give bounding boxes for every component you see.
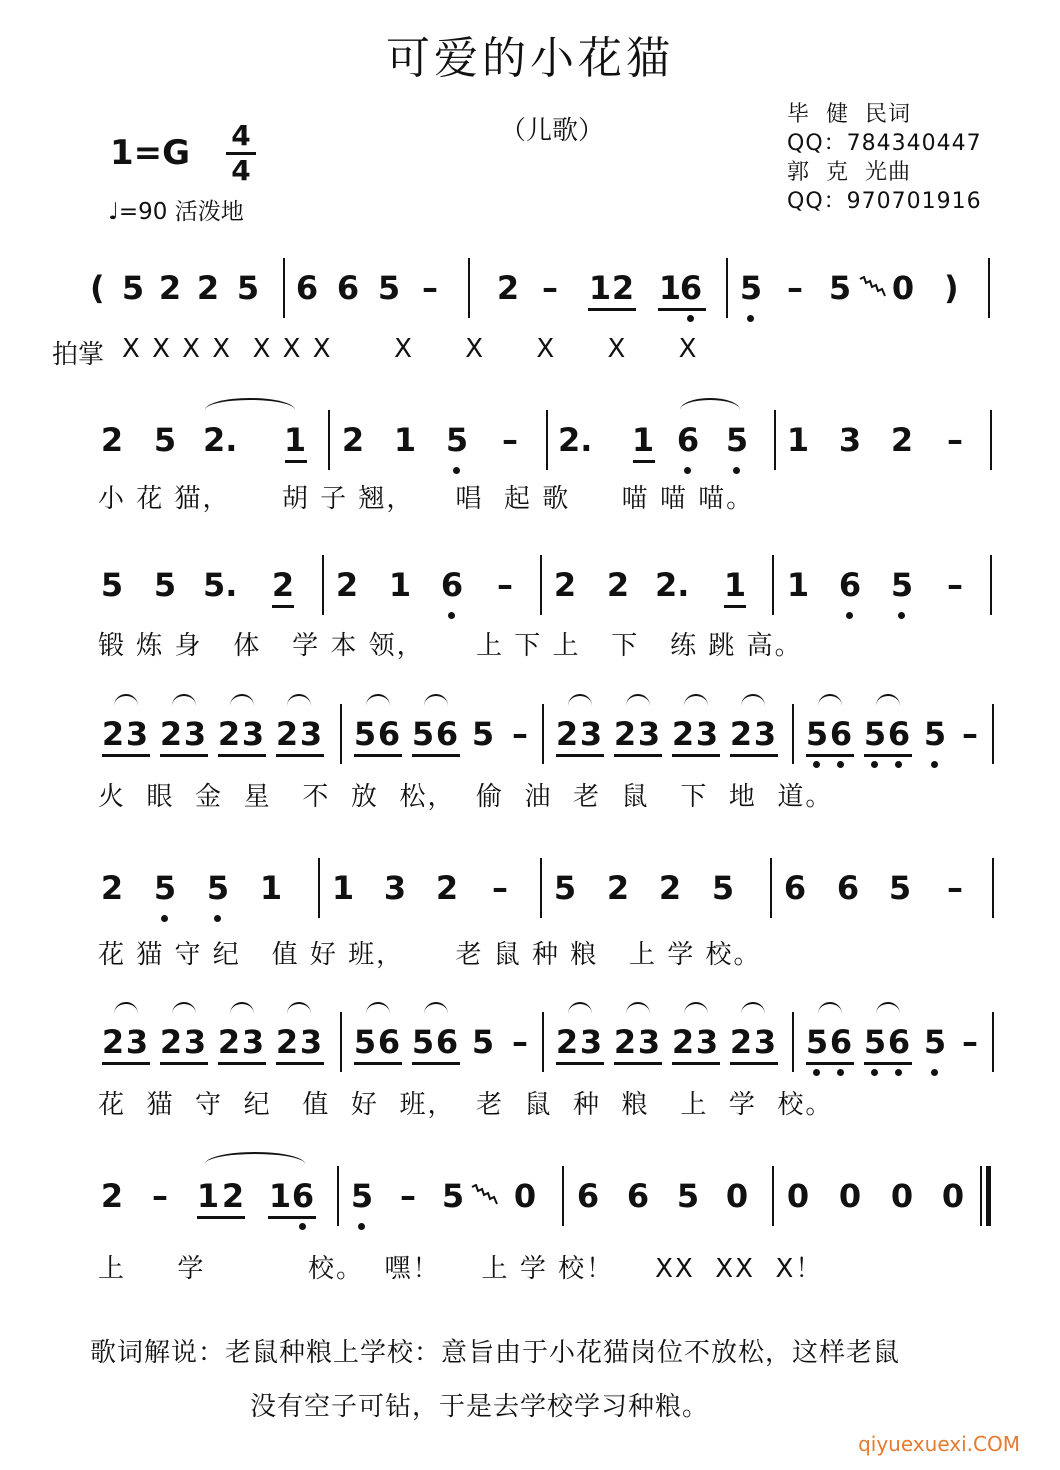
note: 1 [658,269,682,307]
slur [424,694,448,706]
note: 2 [555,1023,579,1061]
lyricist: 毕 健 民词 [787,102,911,127]
explanation-line-1: 歌词解说：老鼠种粮上学校：意旨由于小花猫岗位不放松，这样老鼠 [90,1338,901,1368]
note: 1 [393,421,417,459]
note: 3 [299,715,323,753]
underline [864,1062,912,1065]
slur [876,694,900,706]
note: 3 [383,869,407,907]
octave-dot [684,467,691,474]
note: 2 [606,566,630,604]
slur [230,1002,254,1014]
note: 1 [259,869,283,907]
barline [562,1166,564,1226]
note: 0 [725,1177,749,1215]
note: 2 [890,421,914,459]
slur [568,694,592,706]
barline [988,258,990,318]
note: 5 [100,566,124,604]
note: 1 [786,421,810,459]
barline [322,555,324,615]
note: 5 [553,869,577,907]
dash: – [502,421,518,459]
note: 6 [783,869,807,907]
underline [160,754,208,757]
note: 5 [121,269,145,307]
close-paren: ) [944,269,959,307]
song-title: 可爱的小花猫 [386,33,674,84]
octave-dot [895,1069,902,1076]
note: 2 [275,1023,299,1061]
note: 6 [435,715,459,753]
site-watermark: qiyuexuexi.COM [858,1432,1020,1456]
barline [318,858,320,918]
underline [806,1062,854,1065]
glissando-mark [470,1184,500,1206]
dash: – [492,869,508,907]
note: 0 [891,269,915,307]
underline [730,1062,778,1065]
slur [287,1002,311,1014]
slur [684,694,708,706]
octave-dot [898,612,905,619]
slur [366,1002,390,1014]
barline [992,1012,994,1072]
note: 2 [159,715,183,753]
note: 1 [283,421,307,459]
time-sig-bottom: 4 [231,154,251,187]
barline [992,704,994,764]
key-signature: 1=G [110,133,191,173]
note: 2 [606,869,630,907]
note: 2. [558,421,593,459]
underline [272,605,294,608]
note: 2 [196,269,220,307]
underline [614,1062,662,1065]
underline [658,308,706,311]
octave-dot [161,915,168,922]
note: 5 [153,566,177,604]
slur [287,694,311,706]
note: 3 [299,1023,323,1061]
underline [160,1062,208,1065]
note: 6 [838,566,862,604]
note: 6 [887,1023,911,1061]
slur [205,1152,305,1164]
dash: – [422,269,438,307]
note: 0 [838,1177,862,1215]
note: 1 [388,566,412,604]
note: 6 [887,715,911,753]
note: 2 [671,715,695,753]
note: 2. [203,421,238,459]
note: 5 [445,421,469,459]
dash: – [947,869,963,907]
octave-dot [747,315,754,322]
clap-marks: X X X X X X X X X X X X [122,334,699,364]
slur [568,1002,592,1014]
composer: 郭 克 光曲 [787,160,911,185]
barline [468,258,470,318]
underline [218,1062,266,1065]
note: 1 [196,1177,220,1215]
explanation-line-2: 没有空子可钻，于是去学校学习种粮。 [250,1392,710,1422]
note: 3 [695,715,719,753]
slur [684,1002,708,1014]
dash: – [962,1023,978,1061]
open-paren: ( [90,269,105,307]
note: 5 [725,421,749,459]
note: 3 [125,715,149,753]
note: 6 [679,269,703,307]
note: 1 [588,269,612,307]
note: 6 [836,869,860,907]
note: 5 [863,715,887,753]
barline [792,704,794,764]
note: 5 [676,1177,700,1215]
lyric-line: 花 猫 守 纪 值 好 班， 老 鼠 种 粮 上 学 校。 [98,940,762,970]
composer-qq: QQ：970701916 [787,189,982,214]
slur [172,694,196,706]
dash: – [947,566,963,604]
tempo-marking: ♩=90 活泼地 [108,199,244,225]
barline [337,1166,339,1226]
note: 5 [441,1177,465,1215]
underline [197,1216,245,1219]
note: 5 [353,1023,377,1061]
note: 1 [331,869,355,907]
octave-dot [448,612,455,619]
note: 5 [411,715,435,753]
dash: – [497,566,513,604]
octave-dot [733,467,740,474]
slur [114,694,138,706]
note: 2 [101,715,125,753]
note: 2. [655,566,690,604]
underline [614,754,662,757]
note: 3 [125,1023,149,1061]
note: 5 [828,269,852,307]
barline [990,410,992,470]
note: 6 [676,421,700,459]
note: 2 [496,269,520,307]
note: 6 [435,1023,459,1061]
note: 2 [729,1023,753,1061]
dash: – [787,269,803,307]
note: 2 [613,1023,637,1061]
note: 2 [335,566,359,604]
octave-dot [813,1069,820,1076]
note: 3 [579,1023,603,1061]
lyric-line: 火 眼 金 星 不 放 松， 偷 油 老 鼠 下 地 道。 [98,782,834,812]
underline [633,460,655,463]
note: 5 [236,269,260,307]
note: 0 [786,1177,810,1215]
underline [730,754,778,757]
note: 0 [941,1177,965,1215]
dash: – [512,1023,528,1061]
slur [205,398,295,410]
barline [540,858,542,918]
slur [114,1002,138,1014]
note: 5 [805,1023,829,1061]
note: 6 [576,1177,600,1215]
note: 2 [221,1177,245,1215]
underline [218,754,266,757]
note: 3 [637,715,661,753]
note: 2 [271,566,295,604]
dash: – [947,421,963,459]
note: 3 [753,1023,777,1061]
note: 1 [786,566,810,604]
lyricist-qq: QQ：784340447 [787,131,982,156]
underline [268,1216,316,1219]
underline [276,754,324,757]
slur [172,1002,196,1014]
credits [787,100,982,216]
dash: – [962,715,978,753]
note: 5 [711,869,735,907]
octave-dot [871,761,878,768]
note: 1 [723,566,747,604]
barline [340,1012,342,1072]
lyrics-explanation [90,1326,990,1434]
note: 3 [183,715,207,753]
barline [283,258,285,318]
note: 6 [336,269,360,307]
barline [772,555,774,615]
note: 5 [863,1023,887,1061]
barline [540,555,542,615]
clap-label: 拍掌 [52,340,105,370]
note: 3 [241,1023,265,1061]
note: 2 [341,421,365,459]
final-barline-thin [980,1166,982,1226]
barline [990,555,992,615]
octave-dot [299,1223,306,1230]
time-sig-top: 4 [231,119,251,152]
note: 2 [553,566,577,604]
note: 5 [888,869,912,907]
slur [626,1002,650,1014]
slur [680,398,740,410]
octave-dot [813,761,820,768]
slur [424,1002,448,1014]
note: 5 [923,715,947,753]
note: 3 [838,421,862,459]
barline [772,1166,774,1226]
note: 5 [206,869,230,907]
note: 2 [611,269,635,307]
underline [285,460,307,463]
slur [818,1002,842,1014]
slur [876,1002,900,1014]
note: 5 [890,566,914,604]
note: 2 [435,869,459,907]
song-genre: （儿歌） [500,116,605,146]
octave-dot [358,1223,365,1230]
octave-dot [931,761,938,768]
barline [542,1012,544,1072]
underline [672,754,720,757]
barline [992,858,994,918]
note: 0 [513,1177,537,1215]
note: 5 [153,869,177,907]
note: 2 [671,1023,695,1061]
note: 6 [829,1023,853,1061]
note: 3 [241,715,265,753]
note: 5. [203,566,238,604]
lyric-line: 小 花 猫， 胡 子 翘， 唱 起 歌 喵 喵 喵。 [98,484,755,514]
octave-dot [453,467,460,474]
underline [588,308,636,311]
note: 2 [613,715,637,753]
octave-dot [871,1069,878,1076]
underline [276,1062,324,1065]
barline [546,410,548,470]
note: 1 [631,421,655,459]
note: 5 [353,715,377,753]
slur [230,694,254,706]
note: 2 [217,715,241,753]
note: 3 [183,1023,207,1061]
slur [366,694,390,706]
note: 5 [739,269,763,307]
note: 3 [637,1023,661,1061]
octave-dot [687,315,694,322]
note: 6 [295,269,319,307]
barline [340,704,342,764]
octave-dot [931,1069,938,1076]
note: 3 [753,715,777,753]
note: 6 [377,715,401,753]
underline [354,1062,402,1065]
lyric-line: 花 猫 守 纪 值 好 班， 老 鼠 种 粮 上 学 校。 [98,1090,834,1120]
note: 2 [101,1023,125,1061]
underline [806,754,854,757]
barline [792,1012,794,1072]
dash: – [512,715,528,753]
note: 5 [350,1177,374,1215]
note: 6 [626,1177,650,1215]
barline [774,410,776,470]
note: 2 [275,715,299,753]
note: 2 [658,869,682,907]
note: 0 [890,1177,914,1215]
note: 1 [268,1177,292,1215]
dash: – [542,269,558,307]
octave-dot [846,612,853,619]
underline [102,754,150,757]
slur [741,694,765,706]
note: 2 [555,715,579,753]
slur [626,694,650,706]
underline [864,754,912,757]
lyric-line: 锻 炼 身 体 学 本 领， 上 下 上 下 练 跳 高。 [98,631,803,661]
note: 2 [100,1177,124,1215]
octave-dot [837,1069,844,1076]
slur [818,694,842,706]
octave-dot [895,761,902,768]
dash: – [152,1177,168,1215]
note: 5 [377,269,401,307]
note: 5 [471,715,495,753]
note: 6 [440,566,464,604]
final-barline-thick [986,1166,991,1226]
note: 2 [100,869,124,907]
underline [412,754,460,757]
octave-dot [837,761,844,768]
barline [770,858,772,918]
dash: – [400,1177,416,1215]
note: 5 [471,1023,495,1061]
note: 5 [805,715,829,753]
note: 6 [377,1023,401,1061]
underline [724,605,746,608]
note: 2 [158,269,182,307]
note: 2 [217,1023,241,1061]
note: 2 [100,421,124,459]
underline [556,1062,604,1065]
note: 5 [153,421,177,459]
note: 3 [579,715,603,753]
lyric-line: 上 学 校。 嘿！ 上 学 校！ XX XX X！ [98,1254,824,1284]
barline [726,258,728,318]
time-signature [226,119,256,187]
note: 2 [159,1023,183,1061]
glissando-mark [858,276,888,298]
note: 2 [729,715,753,753]
note: 5 [923,1023,947,1061]
underline [672,1062,720,1065]
note: 5 [411,1023,435,1061]
underline [412,1062,460,1065]
note: 6 [291,1177,315,1215]
barline [328,410,330,470]
note: 6 [829,715,853,753]
underline [102,1062,150,1065]
note: 3 [695,1023,719,1061]
slur [741,1002,765,1014]
underline [556,754,604,757]
octave-dot [214,915,221,922]
underline [354,754,402,757]
barline [542,704,544,764]
